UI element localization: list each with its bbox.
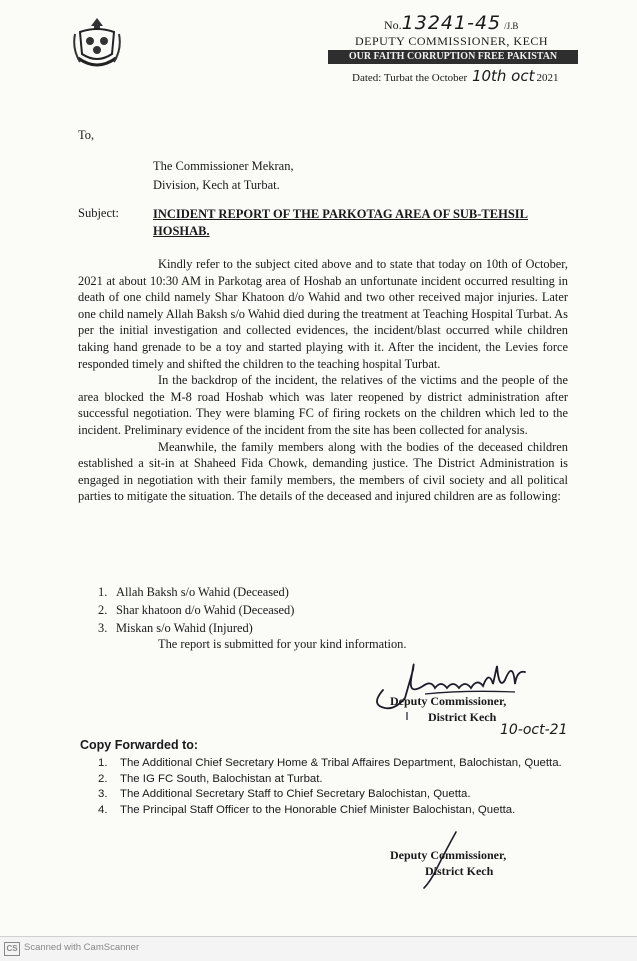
list-item: 4. The Principal Staff Officer to the Honorable Chief Minister Balochistan, Quetta. [98, 803, 516, 816]
signature-date-handwritten: 10-oct-21 [500, 722, 568, 738]
office-title: DEPUTY COMMISSIONER, KECH [355, 34, 549, 48]
to-label: To, [78, 128, 95, 142]
ref-suffix: /J.B [504, 21, 519, 31]
motto-banner: OUR FAITH CORRUPTION FREE PAKISTAN [328, 50, 578, 64]
list-item: 3. The Additional Secretary Staff to Chief Secretary Balochistan, Quetta. [98, 788, 471, 800]
copy-forwarded-heading: Copy Forwarded to: [80, 738, 199, 752]
scanner-footer [0, 936, 637, 961]
signatory-district: District Kech [428, 710, 497, 724]
government-emblem-icon [72, 14, 122, 74]
list-item: 2. The IG FC South, Balochistan at Turbat. [98, 772, 323, 785]
address-line-1: The Commissioner Mekran, [153, 159, 294, 173]
subject-label: Subject: [78, 206, 119, 220]
letter-date [352, 67, 559, 85]
signatory-title: Deputy Commissioner, [390, 694, 507, 708]
scanner-watermark-text: Scanned with CamScanner [24, 942, 140, 953]
list-item: 2. Shar khatoon d/o Wahid (Deceased) [98, 603, 295, 617]
paragraph-1: Kindly refer to the subject cited above and to state that today on 10th of October, 2021 at about 10:30 AM in Parkotag area of Hoshab an unfortunate incident occurred resulting in death of one child namely Shar Khatoon d/o Wahid and two other received major injuries. Later one child namely Allah Baksh s/o Wahid died during the treatment at Teaching Hospital Turbat. As per the initial investigation and collected evidences, the incident/blast occurred while children taking hand grenade to be a toy and started playing with it. After the incident, the Levies force responded timely and shifted the children to the teaching hospital Turbat. [78, 257, 568, 371]
date-year: 2021 [536, 72, 559, 84]
date-prefix: Dated: Turbat the October [352, 72, 468, 84]
no-prefix: No. [384, 18, 402, 32]
camscanner-logo-icon: CS [4, 942, 20, 956]
recipient-address [153, 157, 294, 195]
subject-text: INCIDENT REPORT OF THE PARKOTAG AREA OF SUB-TEHSIL HOSHAB. [153, 207, 528, 238]
date-handwritten: 10th oct [471, 67, 535, 85]
signatory-title-2: Deputy Commissioner, [390, 848, 507, 862]
letter-body [78, 256, 568, 505]
reference-number [384, 12, 518, 34]
paragraph-3: Meanwhile, the family members along with the bodies of the deceased children established a sit-in at Shaheed Fida Chowk, demanding justice. The District Administration is engaged in negotiation with their family members, the members of civil society and all political parties to mitigate the situation. The details of the deceased and injured children are as following: [78, 439, 568, 504]
signatory-district-2: District Kech [425, 864, 494, 878]
list-item: 3. Miskan s/o Wahid (Injured) [98, 621, 253, 635]
copy-list [98, 756, 568, 818]
ref-number-handwritten: 13241-45 [401, 12, 502, 34]
list-item: 1. The Additional Chief Secretary Home & Tribal Affaires Department, Balochistan, Quetta. [98, 757, 562, 769]
list-item: 1. Allah Baksh s/o Wahid (Deceased) [98, 585, 289, 599]
children-list [98, 583, 294, 637]
paragraph-2: In the backdrop of the incident, the relatives of the victims and the people of the area blocked the M-8 road Hoshab which was later reopened by district administration after successful negotiation. They were blaming FC of firing rockets on the children which led to the incident. Preliminary evidence of the incident from the site has been collected for analysis. [78, 373, 568, 437]
address-line-2: Division, Kech at Turbat. [153, 178, 280, 192]
closing-line: The report is submitted for your kind information. [158, 637, 407, 651]
